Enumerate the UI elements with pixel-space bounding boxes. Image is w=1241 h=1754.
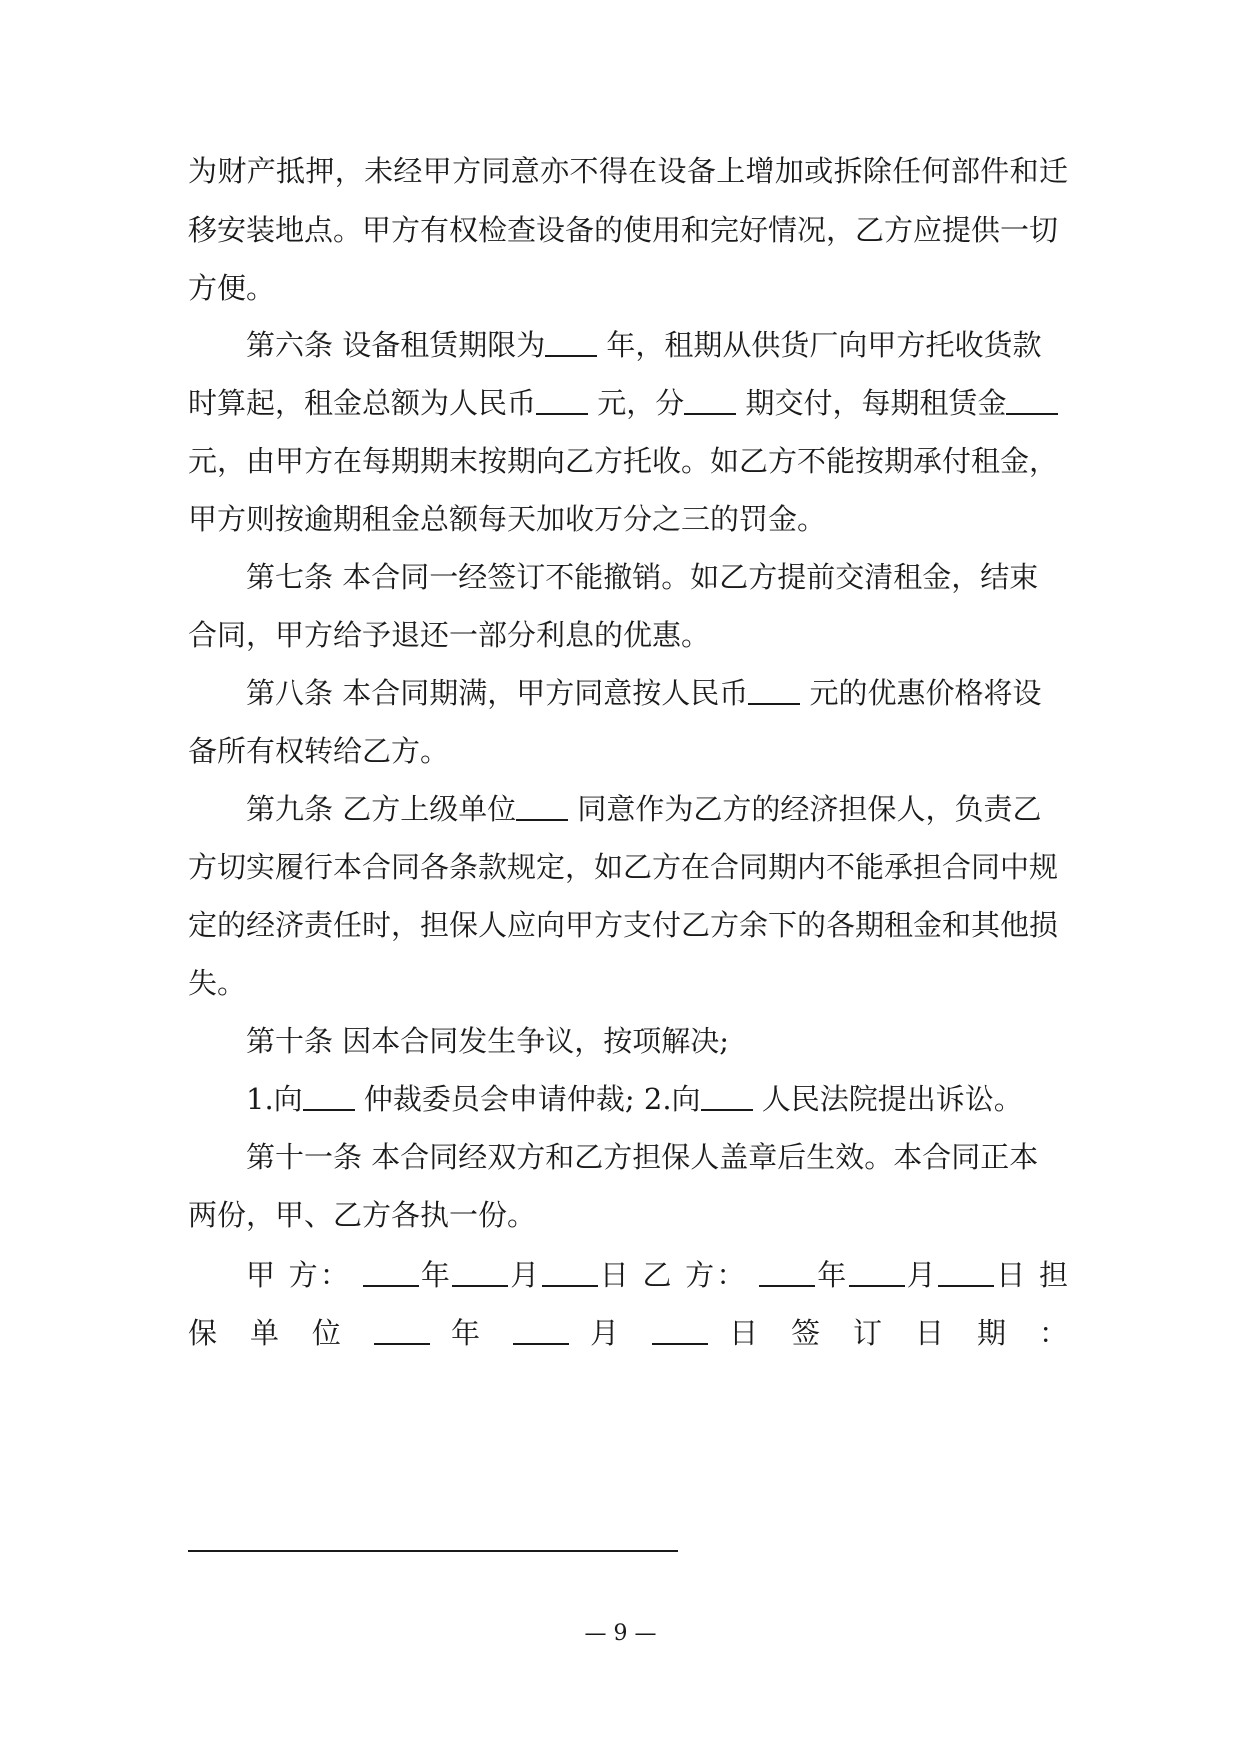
article-11-line-2: 两份，甲、乙方各执一份。 — [188, 1198, 537, 1232]
signature-line-1 — [246, 1255, 1068, 1295]
article-6-line-2 — [188, 383, 1068, 423]
paragraph-line: 方便。 — [188, 271, 276, 305]
text: 仲裁委员会申请仲裁; 2.向 — [354, 1082, 701, 1116]
article-10-line-2 — [246, 1079, 1068, 1119]
blank-field[interactable] — [938, 1259, 994, 1287]
article-9-line-3: 定的经济责任时，担保人应向甲方支付乙方余下的各期租金和其他损 — [188, 908, 1059, 942]
text: 年 — [418, 1258, 453, 1292]
blank-field[interactable] — [652, 1317, 708, 1345]
blank-field[interactable] — [545, 329, 597, 357]
article-6-line-3: 元，由甲方在每期期末按期向乙方托收。如乙方不能按期承付租金， — [188, 444, 1059, 478]
blank-field[interactable] — [363, 1259, 419, 1287]
blank-field[interactable] — [759, 1259, 815, 1287]
blank-field[interactable] — [1006, 387, 1058, 415]
text: 元的优惠价格将设 — [800, 676, 1042, 710]
party-a-label: 甲 方： — [246, 1258, 352, 1292]
text: 1.向 — [246, 1082, 303, 1116]
text: 元，分 — [588, 386, 685, 420]
text: 日 — [597, 1258, 632, 1292]
article-11-line-1: 第十一条 本合同经双方和乙方担保人盖章后生效。本合同正本 — [246, 1140, 1039, 1174]
article-8-line-1 — [246, 673, 1068, 713]
signature-date-blank[interactable] — [188, 1550, 678, 1552]
text: 年 — [815, 1258, 849, 1292]
article-6-line-4: 甲方则按逾期租金总额每天加收万分之三的罚金。 — [188, 502, 827, 536]
article-8-line-2: 备所有权转给乙方。 — [188, 734, 450, 768]
text: 月 — [904, 1258, 939, 1292]
article-7-line-2: 合同，甲方给予退还一部分利息的优惠。 — [188, 618, 711, 652]
blank-field[interactable] — [536, 387, 588, 415]
blank-field[interactable] — [303, 1083, 355, 1111]
blank-field[interactable] — [748, 677, 800, 705]
article-10-line-1: 第十条 因本合同发生争议，按项解决; — [246, 1024, 729, 1058]
text: 人民法院提出诉讼。 — [752, 1082, 1023, 1116]
blank-field[interactable] — [452, 1259, 508, 1287]
text: 月 — [508, 1258, 542, 1292]
article-9-line-1 — [246, 789, 1068, 829]
text: 第八条 本合同期满，甲方同意按人民币 — [246, 676, 749, 710]
page-number: — 9 — — [584, 1621, 657, 1646]
blank-field[interactable] — [701, 1083, 753, 1111]
blank-field[interactable] — [374, 1317, 430, 1345]
text: 年 — [451, 1316, 492, 1350]
article-7-line-1: 第七条 本合同一经签订不能撤销。如乙方提前交清租金，结束 — [246, 560, 1039, 594]
blank-field[interactable] — [849, 1259, 905, 1287]
text: 年，租期从供货厂向甲方托收货款 — [597, 328, 1042, 362]
text: 同意作为乙方的经济担保人，负责乙 — [568, 792, 1042, 826]
text: 第六条 设备租赁期限为 — [246, 328, 546, 362]
text: 担 — [1038, 1258, 1068, 1292]
paragraph-line: 移安装地点。甲方有权检查设备的使用和完好情况，乙方应提供一切 — [188, 213, 1059, 247]
blank-field[interactable] — [542, 1259, 598, 1287]
paragraph-line: 为财产抵押，未经甲方同意亦不得在设备上增加或拆除任何部件和迁 — [188, 154, 1068, 188]
blank-field[interactable] — [516, 793, 568, 821]
signature-line-2 — [188, 1313, 1068, 1353]
text: 第九条 乙方上级单位 — [246, 792, 517, 826]
article-9-line-4: 失。 — [188, 966, 247, 1000]
article-6-line-1 — [246, 325, 1068, 365]
text: 期交付，每期租赁金 — [736, 386, 1007, 420]
blank-field[interactable] — [513, 1317, 569, 1345]
guarantor-label: 保 单 位 — [188, 1316, 353, 1350]
text: 月 — [590, 1316, 631, 1350]
party-b-label: 乙 方： — [642, 1258, 748, 1292]
text: 日 — [994, 1258, 1028, 1292]
text: 时算起，租金总额为人民币 — [188, 386, 537, 420]
blank-field[interactable] — [684, 387, 736, 415]
text: 日 — [729, 1316, 770, 1350]
sign-date-label: 签 订 日 期 ： — [791, 1316, 1068, 1350]
article-9-line-2: 方切实履行本合同各条款规定，如乙方在合同期内不能承担合同中规 — [188, 850, 1059, 884]
